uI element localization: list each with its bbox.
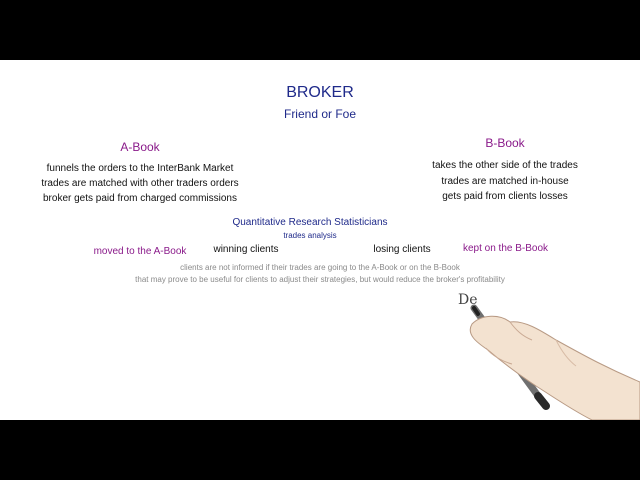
winning-clients-label: winning clients — [213, 244, 279, 255]
a-book-line: trades are matched with other traders orders — [41, 178, 239, 189]
page-title: BROKER — [286, 84, 354, 101]
whiteboard — [0, 60, 640, 420]
kept-on-b-book-label: kept on the B-Book — [462, 243, 549, 254]
analysis-heading: Quantitative Research Statisticians — [232, 217, 388, 228]
moved-to-a-book-label: moved to the A-Book — [93, 246, 187, 257]
note-line: clients are not informed if their trades are going to the A-Book or on the B-Book — [180, 263, 460, 272]
b-book-line: takes the other side of the trades — [432, 160, 578, 171]
a-book-line: funnels the orders to the InterBank Market — [46, 163, 234, 174]
hand-with-pen-icon — [452, 300, 640, 420]
b-book-line: trades are matched in-house — [441, 176, 569, 187]
handwriting-text: De — [458, 292, 478, 308]
a-book-line: broker gets paid from charged commissions — [43, 193, 237, 204]
losing-clients-label: losing clients — [373, 244, 431, 255]
page-subtitle: Friend or Foe — [283, 107, 357, 121]
analysis-subheading: trades analysis — [283, 231, 337, 240]
hand-icon — [470, 316, 640, 420]
b-book-line: gets paid from clients losses — [442, 191, 568, 202]
b-book-heading: B-Book — [485, 136, 525, 150]
note-line: that may prove to be useful for clients to adjust their strategies, but would reduce the broker's profitability — [135, 275, 505, 284]
a-book-heading: A-Book — [120, 140, 160, 154]
